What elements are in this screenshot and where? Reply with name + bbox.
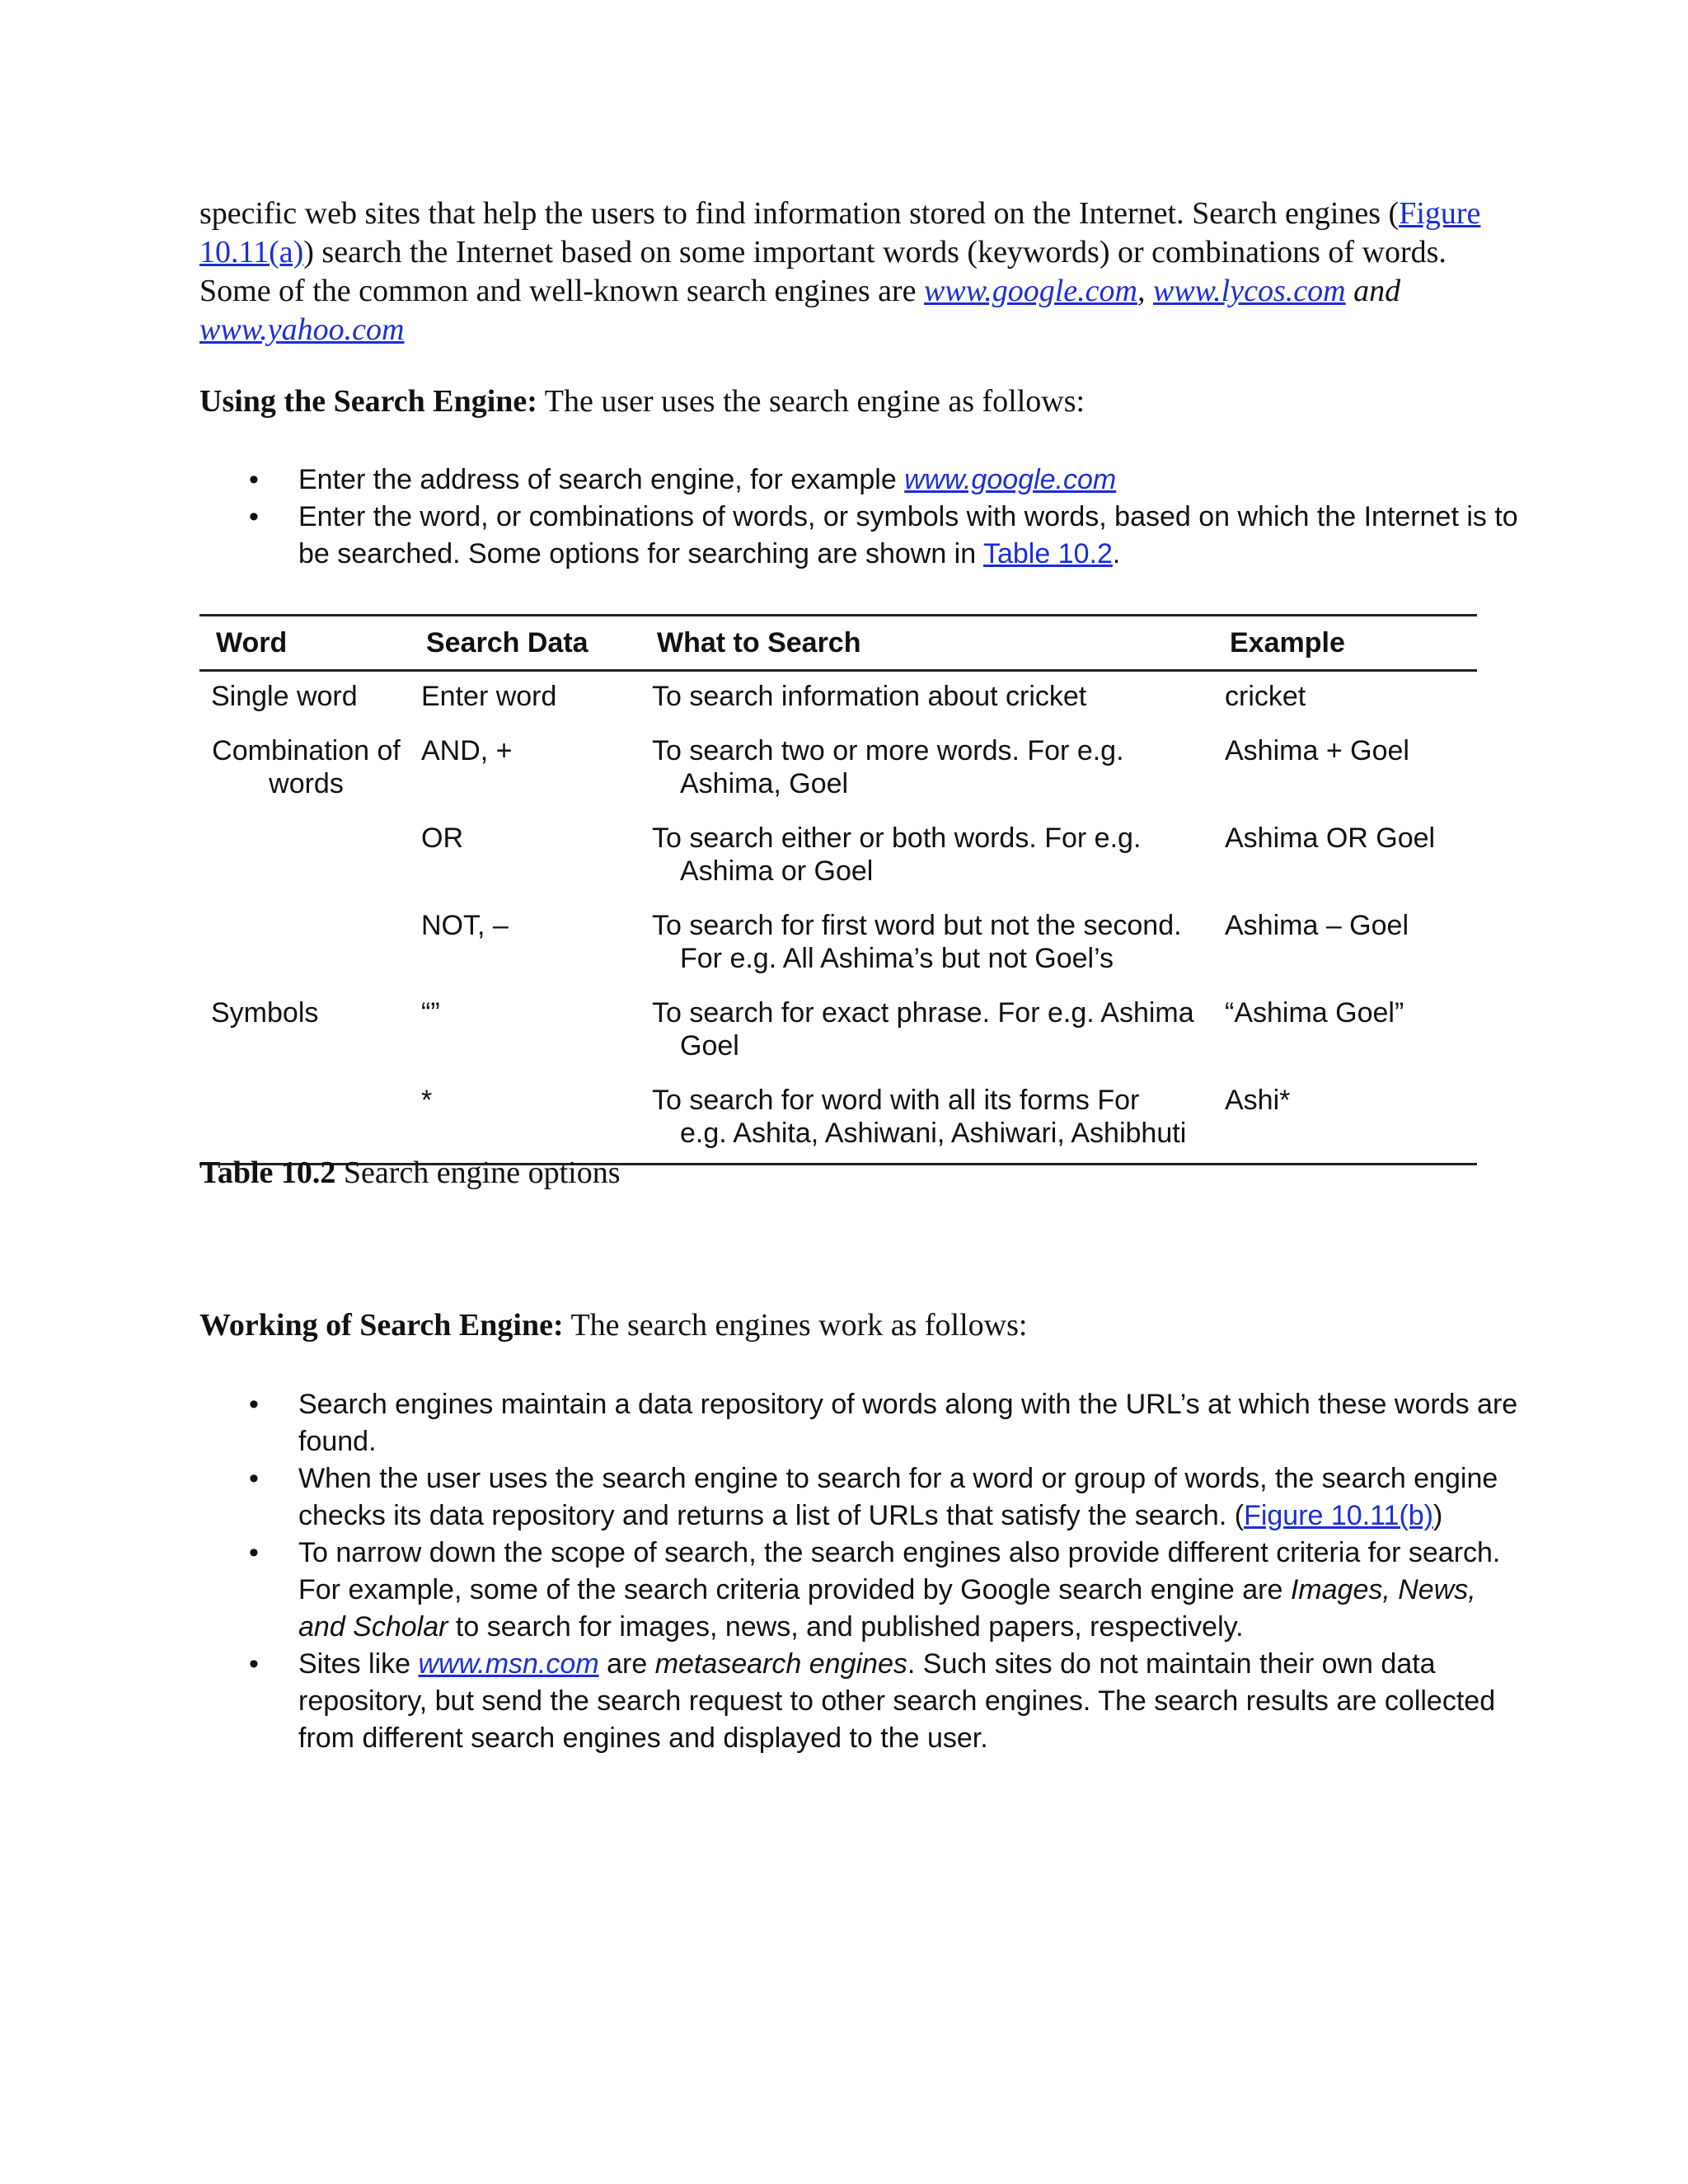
bullet-icon: • [249, 1537, 259, 1568]
cell-word: Symbols [211, 997, 319, 1029]
cell-what [640, 988, 1213, 1076]
intro-and: and [1345, 274, 1401, 308]
table-row [199, 813, 1477, 901]
table-row [199, 901, 1477, 988]
table-row [199, 726, 1477, 813]
list-item-text: Enter the word, or combinations of words, or symbols with words, based on which the Internet is to be searched. Some options for searching are shown in [298, 501, 1518, 569]
google-url: www.google.com [904, 464, 1117, 495]
cell-what-line1: To search for word with all its forms For [652, 1085, 1140, 1116]
table-row [199, 988, 1477, 1076]
intro-text: specific web sites that help the users to find information stored on the Internet. Search engines ( [199, 196, 1400, 231]
table-10-2-link[interactable]: Table 10.2 [982, 538, 1113, 569]
intro-text: ) search the Internet based on some important words (keywords) or combinations of words. Some of the common and well-known search engines are [199, 235, 1447, 308]
cell-example: “Ashima Goel” [1225, 997, 1404, 1029]
table-header-row [199, 616, 1477, 671]
list-item [199, 499, 1518, 573]
cell-what-line2: Ashima, Goel [680, 768, 849, 799]
list-item [199, 1460, 1518, 1535]
working-bullet-list [199, 1386, 1518, 1757]
google-url: www.google.com [924, 274, 1137, 308]
cell-search-data: Enter word [421, 681, 557, 712]
cell-search-data: * [410, 1076, 640, 1165]
using-heading-text: The user uses the search engine as follows: [537, 384, 1085, 419]
intro-comma: , [1137, 274, 1153, 308]
list-item [199, 1535, 1518, 1646]
bullet-icon: • [249, 1463, 259, 1494]
figure-10-11a-link[interactable]: Figure 10.11(a) [199, 196, 1481, 269]
list-item-text: To narrow down the scope of search, the search engines also provide different criteria for search. For example, some of the search criteria provided by Google search engine are [298, 1537, 1501, 1605]
cell-what-line2: For e.g. All Ashima’s but not Goel’s [680, 943, 1114, 974]
cell-what [640, 813, 1213, 901]
table-row [199, 1076, 1477, 1165]
list-item-text: Enter the address of search engine, for example [298, 464, 905, 495]
working-heading [199, 1306, 1027, 1345]
list-item-text: ) [1433, 1500, 1443, 1531]
cell-word [199, 813, 410, 901]
list-item-text: Sites like [298, 1648, 419, 1680]
caption-label: Table 10.2 [199, 1155, 336, 1190]
lycos-link[interactable] [1153, 274, 1346, 308]
intro-paragraph [199, 194, 1502, 349]
bullet-icon: • [249, 1389, 259, 1420]
figure-10-11b-link[interactable]: Figure 10.11(b) [1244, 1500, 1433, 1531]
bullet-icon: • [249, 464, 259, 495]
msn-link[interactable] [419, 1648, 599, 1680]
header-example: Example [1213, 616, 1477, 671]
cell-what-line1: To search information about cricket [652, 681, 1087, 712]
cell-search-data: OR [421, 823, 463, 854]
yahoo-url: www.yahoo.com [199, 312, 405, 347]
cell-word [199, 901, 410, 988]
list-item [199, 462, 1518, 499]
bullet-icon: • [249, 1648, 259, 1680]
list-item-text: . [1112, 538, 1121, 569]
cell-search-data: “” [421, 997, 440, 1029]
cell-word: Combination of words [212, 735, 401, 799]
google-link[interactable] [924, 274, 1137, 308]
cell-word [199, 1076, 410, 1165]
yahoo-link[interactable] [199, 312, 404, 347]
cell-example: Ashima OR Goel [1225, 823, 1436, 854]
cell-what-line1: To search two or more words. For e.g. [652, 735, 1124, 766]
cell-what-line2: Ashima or Goel [680, 855, 874, 887]
list-item-italic: metasearch engines [654, 1648, 907, 1680]
cell-what-line1: To search either or both words. For e.g. [652, 823, 1142, 854]
header-search-data: Search Data [410, 616, 640, 671]
header-what-to-search: What to Search [640, 616, 1213, 671]
cell-what [640, 671, 1213, 727]
cell-what-line1: To search for first word but not the second. [652, 910, 1182, 941]
cell-what [640, 726, 1213, 813]
cell-what-line2: Goel [680, 1030, 739, 1062]
cell-what-line2: e.g. Ashita, Ashiwani, Ashiwari, Ashibhuti [680, 1118, 1187, 1149]
list-item-text: Search engines maintain a data repository of words along with the URL’s at which these words are found. [298, 1389, 1518, 1457]
using-heading [199, 382, 1085, 421]
list-item [199, 1646, 1518, 1757]
cell-example: cricket [1225, 681, 1306, 712]
bullet-icon: • [249, 501, 259, 532]
list-item-text: to search for images, news, and published papers, respectively. [448, 1611, 1244, 1643]
caption-text: Search engine options [335, 1155, 621, 1190]
cell-word: Single word [211, 681, 358, 712]
lycos-url: www.lycos.com [1152, 274, 1346, 308]
list-item-italic: Images, News, and Scholar [298, 1574, 1476, 1643]
working-heading-bold: Working of Search Engine: [199, 1308, 564, 1343]
cell-what [640, 901, 1213, 988]
cell-search-data: AND, + [421, 735, 513, 766]
list-item-text: . Such sites do not maintain their own data repository, but send the search request to other search engines. The search results are collected from different search engines and displayed to the user. [298, 1648, 1496, 1754]
google-link[interactable] [904, 464, 1116, 495]
msn-url: www.msn.com [418, 1648, 599, 1680]
cell-example: Ashima – Goel [1225, 910, 1409, 941]
cell-example: Ashima + Goel [1225, 735, 1409, 766]
using-bullet-list [199, 462, 1518, 573]
list-item-text: When the user uses the search engine to search for a word or group of words, the search engine checks its data repository and returns a list of URLs that satisfy the search. ( [298, 1463, 1498, 1531]
list-item-text: are [598, 1648, 655, 1680]
table-caption [199, 1154, 621, 1193]
table-row [199, 671, 1477, 727]
working-heading-text: The search engines work as follows: [563, 1308, 1028, 1343]
using-heading-bold: Using the Search Engine: [199, 384, 537, 419]
cell-search-data: NOT, – [421, 910, 509, 941]
cell-what-line1: To search for exact phrase. For e.g. Ashima [652, 997, 1194, 1029]
cell-what [640, 1076, 1213, 1165]
header-word: Word [199, 616, 410, 671]
cell-example: Ashi* [1213, 1076, 1477, 1165]
search-options-table [199, 614, 1477, 1165]
list-item [199, 1386, 1518, 1460]
